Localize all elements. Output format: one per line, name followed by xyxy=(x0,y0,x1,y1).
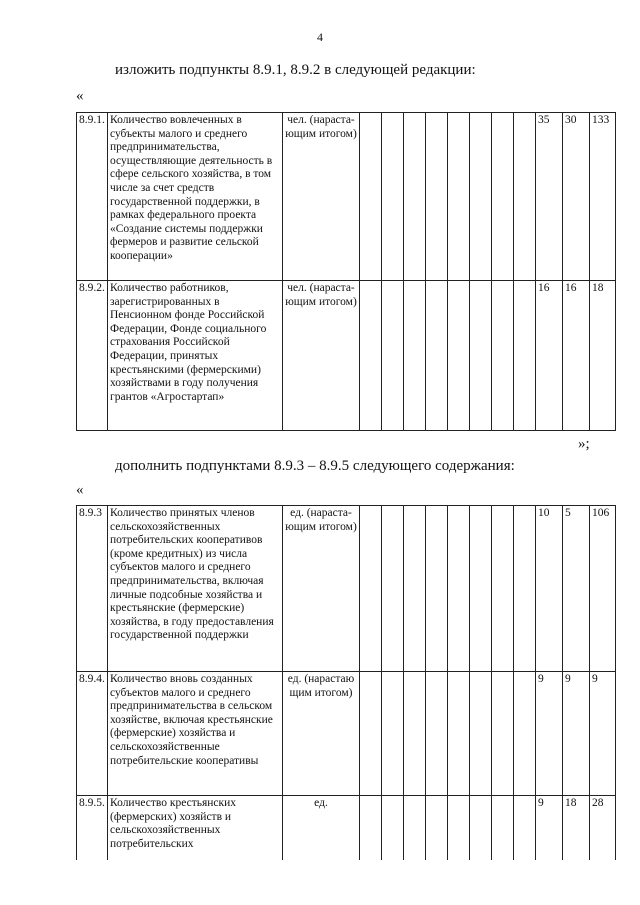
value-cell-1: 9 xyxy=(536,672,563,796)
empty-cell xyxy=(492,672,514,796)
row-number: 8.9.1. xyxy=(77,113,108,281)
value-cell-2: 5 xyxy=(563,506,590,672)
value-cell-3: 28 xyxy=(590,796,616,860)
empty-cell xyxy=(514,281,536,431)
unit-cell: ед. (нарастаю щим итогом) xyxy=(283,672,360,796)
empty-cell xyxy=(470,506,492,672)
empty-cell xyxy=(514,506,536,672)
empty-cell xyxy=(360,506,382,672)
empty-cell xyxy=(382,672,404,796)
empty-cell xyxy=(426,281,448,431)
row-number: 8.9.2. xyxy=(77,281,108,431)
value-cell-3: 106 xyxy=(590,506,616,672)
indicator-name: Количество работников, зарегистрированных в Пенсионном фонде Российской Федерации, Фонде социального страхования Российской Федерации, принятых крестьянскими (фермерскими) хозяйствами в году получения грантов «Агростартап» xyxy=(108,281,283,431)
empty-cell xyxy=(514,672,536,796)
indicator-name: Количество принятых членов сельскохозяйственных потребительских кооперативов (кроме кредитных) из числа субъектов малого и среднего предпринимательства, включая личные подсобные хозяйства и крестьянские (фермерские) хозяйства, в году предоставления государственной поддержки xyxy=(108,506,283,672)
value-cell-3: 133 xyxy=(590,113,616,281)
empty-cell xyxy=(448,672,470,796)
indicator-table-2 xyxy=(76,505,616,860)
empty-cell xyxy=(360,672,382,796)
empty-cell xyxy=(404,281,426,431)
empty-cell xyxy=(492,281,514,431)
indicator-name: Количество вновь созданных субъектов малого и среднего предпринимательства в сельском хозяйстве, включая крестьянские (фермерские) хозяйства и сельскохозяйственные потребительские кооперативы xyxy=(108,672,283,796)
unit-cell: чел. (нараста-ющим итогом) xyxy=(283,281,360,431)
empty-cell xyxy=(426,506,448,672)
value-cell-3: 18 xyxy=(590,281,616,431)
empty-cell xyxy=(382,281,404,431)
row-number: 8.9.4. xyxy=(77,672,108,796)
empty-cell xyxy=(470,281,492,431)
unit-cell: ед. xyxy=(283,796,360,860)
empty-cell xyxy=(382,506,404,672)
empty-cell xyxy=(404,672,426,796)
intro-paragraph-1: изложить подпункты 8.9.1, 8.9.2 в следующей редакции: xyxy=(115,62,476,78)
empty-cell xyxy=(470,113,492,281)
value-cell-1: 16 xyxy=(536,281,563,431)
value-cell-1: 10 xyxy=(536,506,563,672)
empty-cell xyxy=(426,796,448,860)
value-cell-3: 9 xyxy=(590,672,616,796)
value-cell-1: 9 xyxy=(536,796,563,860)
empty-cell xyxy=(404,113,426,281)
value-cell-2: 16 xyxy=(563,281,590,431)
table-row-8-9-5 xyxy=(77,796,616,860)
table-row-8-9-2 xyxy=(77,281,616,431)
value-cell-1: 35 xyxy=(536,113,563,281)
empty-cell xyxy=(404,506,426,672)
row-number: 8.9.3 xyxy=(77,506,108,672)
empty-cell xyxy=(514,796,536,860)
empty-cell xyxy=(360,113,382,281)
indicator-name: Количество крестьянских (фермерских) хозяйств и сельскохозяйственных потребительских xyxy=(108,796,283,860)
table-row-8-9-1 xyxy=(77,113,616,281)
value-cell-2: 9 xyxy=(563,672,590,796)
row-number: 8.9.5. xyxy=(77,796,108,860)
table-row-8-9-4 xyxy=(77,672,616,796)
empty-cell xyxy=(360,796,382,860)
empty-cell xyxy=(448,506,470,672)
empty-cell xyxy=(448,796,470,860)
empty-cell xyxy=(382,113,404,281)
empty-cell xyxy=(448,113,470,281)
value-cell-2: 18 xyxy=(563,796,590,860)
empty-cell xyxy=(492,796,514,860)
empty-cell xyxy=(470,796,492,860)
unit-cell: чел. (нараста-ющим итогом) xyxy=(283,113,360,281)
intro-paragraph-2: дополнить подпунктами 8.9.3 – 8.9.5 следующего содержания: xyxy=(115,458,515,474)
empty-cell xyxy=(514,113,536,281)
unit-cell: ед. (нараста-ющим итогом) xyxy=(283,506,360,672)
page-number: 4 xyxy=(317,30,323,44)
indicator-name: Количество вовлеченных в субъекты малого и среднего предпринимательства, осуществляющие деятельность в сфере сельского хозяйства, в том числе за счет средств государственной поддержки, в рамках федерального проекта «Создание системы поддержки фермеров и развитие сельской кооперации» xyxy=(108,113,283,281)
open-quote-2: « xyxy=(76,482,84,498)
empty-cell xyxy=(360,281,382,431)
value-cell-2: 30 xyxy=(563,113,590,281)
empty-cell xyxy=(448,281,470,431)
empty-cell xyxy=(426,672,448,796)
empty-cell xyxy=(492,113,514,281)
open-quote-1: « xyxy=(76,88,84,104)
indicator-table-1 xyxy=(76,112,616,431)
empty-cell xyxy=(426,113,448,281)
empty-cell xyxy=(404,796,426,860)
empty-cell xyxy=(382,796,404,860)
close-quote: »; xyxy=(578,436,590,452)
empty-cell xyxy=(492,506,514,672)
table-row-8-9-3 xyxy=(77,506,616,672)
empty-cell xyxy=(470,672,492,796)
